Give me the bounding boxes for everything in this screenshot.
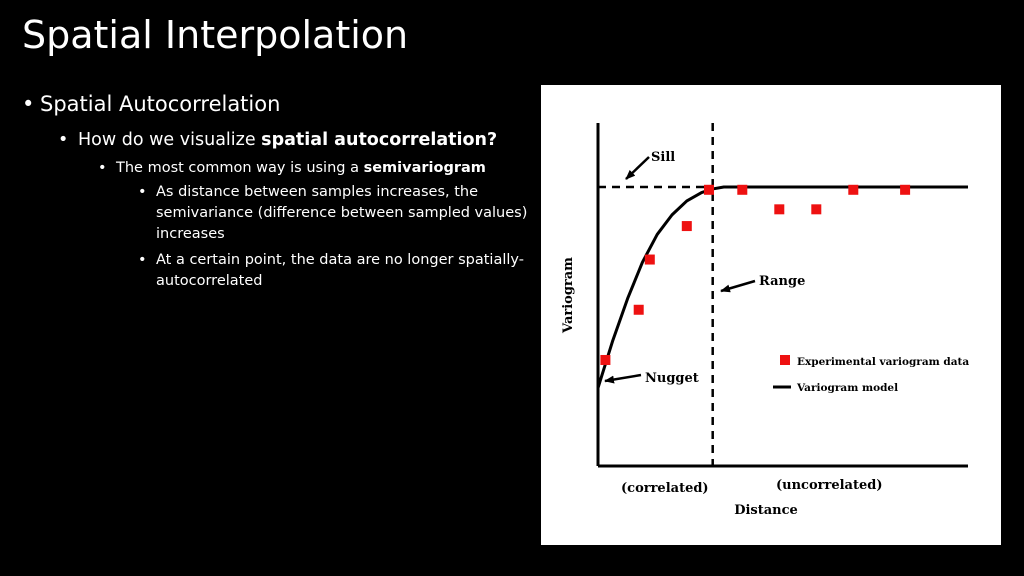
bullet-visualize-question (58, 128, 532, 152)
uncorrelated-label: (uncorrelated) (776, 478, 883, 493)
bullet-dot: • (138, 252, 147, 268)
bullet-distance-increases (138, 182, 532, 245)
data-point (900, 185, 910, 195)
bullet-spatial-autocorrelation (22, 90, 532, 118)
legend-data-marker (780, 355, 790, 365)
data-point (600, 355, 610, 365)
bullet-dot: • (138, 184, 147, 200)
range-arrow (721, 281, 755, 291)
correlated-label: (correlated) (621, 481, 709, 496)
bullet-dot: • (22, 92, 35, 116)
bullet-semivariogram (98, 158, 532, 178)
x-axis-label: Distance (734, 503, 798, 518)
data-point (774, 204, 784, 214)
bullet-text: At a certain point, the data are no longer spatially-autocorrelated (156, 252, 524, 289)
data-point (682, 221, 692, 231)
bullet-no-longer-correlated (138, 250, 532, 292)
slide-title: Spatial Interpolation (22, 13, 409, 57)
bullet-dot: • (98, 160, 107, 176)
sill-arrow (626, 157, 649, 179)
data-point (737, 185, 747, 195)
legend-model-label: Variogram model (797, 382, 899, 394)
range-label: Range (759, 274, 806, 289)
bullet-text-bold: spatial autocorrelation? (261, 130, 498, 150)
bullet-text-bold: semivariogram (363, 160, 486, 176)
bullet-text: As distance between samples increases, the semivariance (difference between sampled values) increases (156, 184, 528, 242)
data-point (645, 255, 655, 265)
bullet-text: Spatial Autocorrelation (40, 92, 281, 116)
data-point (848, 185, 858, 195)
nugget-arrow (605, 375, 641, 381)
variogram-chart (541, 85, 1001, 545)
sill-label: Sill (651, 150, 676, 165)
y-axis-label: Variogram (561, 257, 576, 333)
data-point (634, 305, 644, 315)
data-point (704, 185, 714, 195)
bullet-text: How do we visualize (78, 130, 262, 150)
nugget-label: Nugget (645, 371, 699, 386)
legend-data-label: Experimental variogram data (797, 356, 970, 368)
bullet-dot: • (58, 130, 69, 150)
bullet-text: The most common way is using a (116, 160, 364, 176)
bullet-list (22, 90, 532, 292)
variogram-figure (541, 85, 1001, 545)
data-point (811, 204, 821, 214)
